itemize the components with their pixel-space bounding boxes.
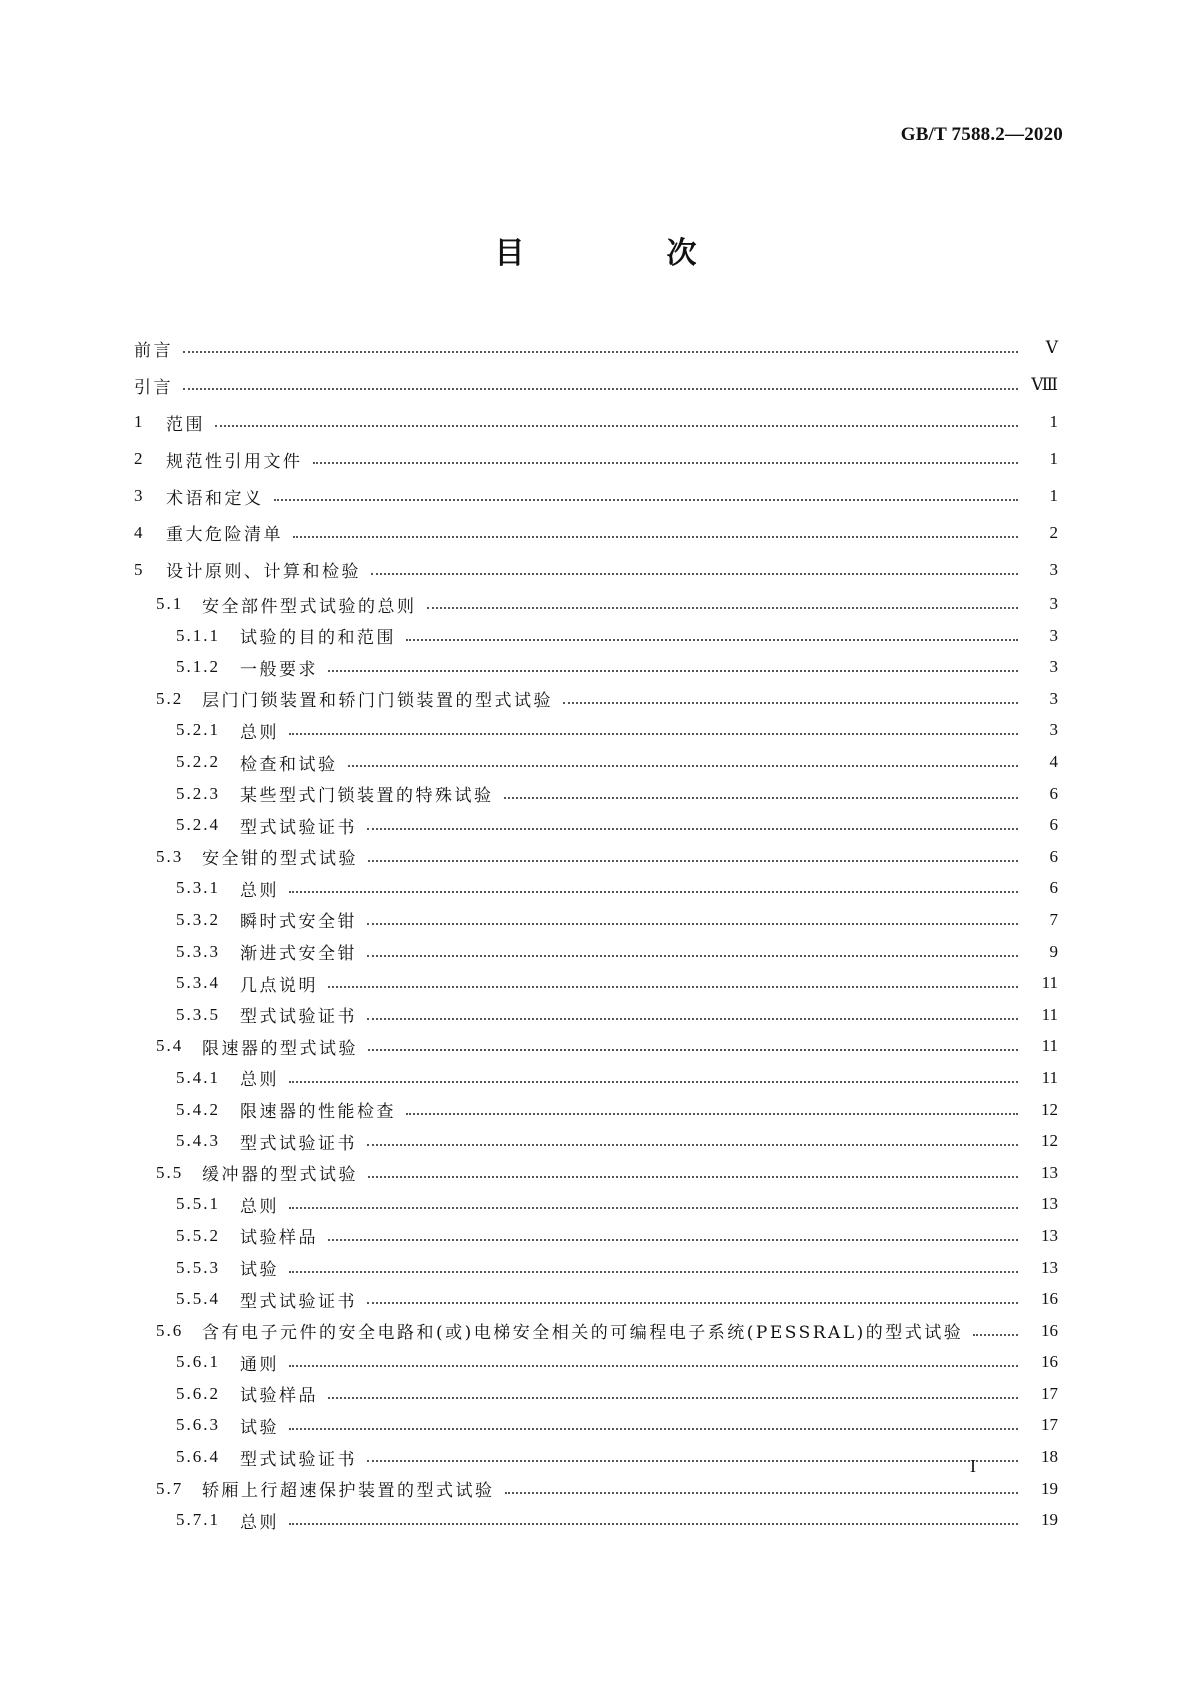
- toc-entry-number: 5.7: [156, 1478, 184, 1498]
- toc-entry-number: 5: [134, 559, 145, 579]
- toc-entry-number: 5.5.3: [176, 1257, 220, 1277]
- toc-entry-page: 11: [1041, 1004, 1058, 1024]
- toc-entry[interactable]: [134, 904, 1058, 936]
- toc-leader-dots: [973, 1332, 1018, 1336]
- toc-entry-title: 瞬时式安全钳: [240, 912, 357, 933]
- toc-entry-page: 3: [1049, 688, 1058, 708]
- toc-leader-dots: [328, 1237, 1018, 1241]
- toc-entry-page: 13: [1041, 1225, 1058, 1245]
- toc-entry[interactable]: [134, 1252, 1058, 1284]
- toc-entry-number: 5.3.5: [176, 1004, 220, 1024]
- toc-entry[interactable]: [134, 514, 1058, 551]
- toc-leader-dots: [367, 1300, 1018, 1304]
- toc-entry-title: 几点说明: [240, 975, 318, 996]
- toc-entry[interactable]: [134, 967, 1058, 999]
- toc-entry[interactable]: [134, 588, 1058, 620]
- toc-entry-number: 4: [134, 522, 145, 542]
- toc-entry[interactable]: [134, 367, 1058, 404]
- toc-leader-dots: [289, 1269, 1018, 1273]
- toc-leader-dots: [289, 1521, 1018, 1525]
- toc-entry-title: 总则: [240, 1512, 279, 1533]
- toc-entry[interactable]: [134, 1031, 1058, 1063]
- toc-entry-title: 安全钳的型式试验: [202, 849, 358, 870]
- toc-entry-page: 6: [1049, 783, 1058, 803]
- toc-entry-title: 规范性引用文件: [166, 451, 303, 472]
- toc-leader-dots: [183, 349, 1018, 353]
- document-code: GB/T 7588.2—2020: [900, 124, 1063, 145]
- toc-entry-title: 安全部件型式试验的总则: [202, 596, 417, 617]
- toc-entry-title: 含有电子元件的安全电路和(或)电梯安全相关的可编程电子系统(PESSRAL)的型式试验: [202, 1323, 964, 1344]
- toc-entry-number: 5.6.2: [176, 1383, 220, 1403]
- toc-entry-page: 3: [1049, 594, 1058, 614]
- toc-entry-page: 1: [1049, 412, 1058, 432]
- toc-entry-page: 16: [1041, 1352, 1058, 1372]
- toc-entry[interactable]: [134, 1157, 1058, 1189]
- toc-entry-page: 11: [1041, 1067, 1058, 1087]
- toc-leader-dots: [367, 1458, 1018, 1462]
- toc-entry-number: 5.6: [156, 1320, 184, 1340]
- toc-entry-title: 型式试验证书: [240, 817, 357, 838]
- toc-leader-dots: [289, 731, 1018, 735]
- toc-entry[interactable]: [134, 404, 1058, 441]
- toc-entry[interactable]: [134, 1094, 1058, 1126]
- toc-entry-title: 型式试验证书: [240, 1007, 357, 1028]
- toc-entry-title: 术语和定义: [166, 488, 264, 509]
- toc-entry-title: 通则: [240, 1354, 279, 1375]
- toc-entry[interactable]: [134, 999, 1058, 1031]
- toc-entry[interactable]: [134, 841, 1058, 873]
- toc-entry-page: 17: [1041, 1415, 1058, 1435]
- toc-leader-dots: [406, 1111, 1018, 1115]
- toc-entry[interactable]: [134, 746, 1058, 778]
- toc-entry[interactable]: [134, 1473, 1058, 1505]
- toc-leader-dots: [367, 1142, 1018, 1146]
- toc-entry-title: 总则: [240, 722, 279, 743]
- toc-entry-number: 5.2.1: [176, 720, 220, 740]
- toc-leader-dots: [348, 763, 1019, 767]
- toc-leader-dots: [289, 1363, 1018, 1367]
- toc-leader-dots: [427, 605, 1019, 609]
- toc-leader-dots: [368, 1047, 1018, 1051]
- toc-entry[interactable]: [134, 478, 1058, 515]
- toc-entry[interactable]: [134, 1125, 1058, 1157]
- toc-leader-dots: [289, 1079, 1018, 1083]
- toc-entry-number: 2: [134, 449, 145, 469]
- toc-entry[interactable]: [134, 1410, 1058, 1442]
- toc-entry-number: 5.5.2: [176, 1225, 220, 1245]
- toc-entry-number: 5.5.1: [176, 1194, 220, 1214]
- toc-entry-page: 3: [1049, 625, 1058, 645]
- toc-entry-page: Ⅴ: [1045, 338, 1058, 358]
- toc-entry-number: 5.5: [156, 1162, 184, 1182]
- toc-entry-number: 5.6.4: [176, 1447, 220, 1467]
- toc-entry-title: 型式试验证书: [240, 1291, 357, 1312]
- toc-leader-dots: [328, 984, 1018, 988]
- page-number: I: [970, 1456, 976, 1476]
- toc-entry-number: 5.6.1: [176, 1352, 220, 1372]
- toc-entry-page: 13: [1041, 1162, 1058, 1182]
- toc-leader-dots: [368, 1174, 1018, 1178]
- toc-entry-title: 限速器的性能检查: [240, 1102, 396, 1123]
- toc-entry-title: 设计原则、计算和检验: [166, 562, 361, 583]
- toc-entry[interactable]: [134, 1504, 1058, 1536]
- toc-entry[interactable]: [134, 683, 1058, 715]
- toc-entry-page: 18: [1041, 1447, 1058, 1467]
- toc-entry-number: 5.6.3: [176, 1415, 220, 1435]
- toc-leader-dots: [367, 826, 1018, 830]
- toc-entry-number: 5.3.2: [176, 909, 220, 929]
- toc-entry-title: 限速器的型式试验: [202, 1038, 358, 1059]
- toc-leader-dots: [274, 497, 1019, 501]
- toc-entry[interactable]: [134, 1315, 1058, 1347]
- toc-entry-page: 12: [1041, 1131, 1058, 1151]
- toc-entry[interactable]: [134, 1378, 1058, 1410]
- toc-entry-title: 轿厢上行超速保护装置的型式试验: [202, 1481, 495, 1502]
- toc-entry-number: 5.4.3: [176, 1131, 220, 1151]
- toc-leader-dots: [367, 921, 1018, 925]
- toc-entry-number: 5.3.1: [176, 878, 220, 898]
- toc-entry-page: 13: [1041, 1194, 1058, 1214]
- toc-leader-dots: [504, 795, 1019, 799]
- toc-entry-page: 1: [1049, 449, 1058, 469]
- toc-entry[interactable]: [134, 620, 1058, 652]
- toc-leader-dots: [289, 1205, 1018, 1209]
- toc-entry-number: 5.3.4: [176, 973, 220, 993]
- toc-entry[interactable]: [134, 936, 1058, 968]
- toc-leader-dots: [328, 668, 1018, 672]
- toc-entry-number: 5.1: [156, 594, 184, 614]
- toc-entry-title: 总则: [240, 1196, 279, 1217]
- toc-entry[interactable]: [134, 778, 1058, 810]
- toc-entry-page: 2: [1049, 522, 1058, 542]
- toc-entry-title: 试验样品: [240, 1386, 318, 1407]
- toc-entry-page: 7: [1049, 909, 1058, 929]
- toc-entry[interactable]: [134, 651, 1058, 683]
- toc-entry-title: 试验: [240, 1260, 279, 1280]
- toc-leader-dots: [505, 1490, 1019, 1494]
- toc-leader-dots: [289, 1426, 1018, 1430]
- toc-entry-title: 前言: [134, 340, 173, 361]
- toc-leader-dots: [406, 637, 1018, 641]
- toc-leader-dots: [293, 534, 1018, 538]
- toc-entry-page: 11: [1041, 973, 1058, 993]
- toc-entry-title: 层门门锁装置和轿门门锁装置的型式试验: [202, 691, 553, 712]
- toc-entry[interactable]: [134, 715, 1058, 747]
- toc-entry-number: 5.4.2: [176, 1099, 220, 1119]
- toc-leader-dots: [563, 700, 1018, 704]
- toc-entry-page: 6: [1049, 846, 1058, 866]
- toc-entry[interactable]: [134, 1346, 1058, 1378]
- toc-entry-page: 3: [1049, 720, 1058, 740]
- toc-leader-dots: [367, 1016, 1018, 1020]
- toc-entry-page: 6: [1049, 815, 1058, 835]
- toc-entry-title: 一般要求: [240, 659, 318, 680]
- toc-entry-page: 3: [1049, 559, 1058, 579]
- toc-entry-number: 5.1.2: [176, 657, 220, 677]
- toc-entry-page: 19: [1041, 1478, 1058, 1498]
- toc-leader-dots: [367, 953, 1018, 957]
- toc-leader-dots: [328, 1395, 1018, 1399]
- toc-entry[interactable]: [134, 1062, 1058, 1094]
- toc-entry-number: 5.2.2: [176, 752, 220, 771]
- toc-entry-number: 3: [134, 486, 145, 505]
- toc-leader-dots: [368, 858, 1018, 862]
- toc-entry-number: 5.3: [156, 846, 184, 866]
- toc-entry-number: 5.2.3: [176, 783, 220, 803]
- toc-entry-page: 13: [1041, 1257, 1058, 1277]
- toc-entry[interactable]: [134, 330, 1058, 367]
- toc-entry-page: 1: [1049, 486, 1058, 505]
- toc-entry-title: 缓冲器的型式试验: [202, 1165, 358, 1186]
- toc-entry[interactable]: [134, 809, 1058, 841]
- toc-entry-page: 11: [1041, 1036, 1058, 1056]
- toc-entry[interactable]: [134, 1441, 1058, 1473]
- page-title: 目 次: [494, 236, 753, 271]
- toc-entry-page: 4: [1049, 752, 1058, 771]
- toc-entry-title: 试验的目的和范围: [240, 628, 396, 649]
- toc-entry-page: Ⅷ: [1031, 375, 1058, 395]
- toc-entry-page: 9: [1049, 941, 1058, 961]
- toc-leader-dots: [371, 571, 1018, 575]
- toc-entry-page: 17: [1041, 1383, 1058, 1403]
- toc-entry-page: 16: [1041, 1320, 1058, 1340]
- toc-leader-dots: [289, 889, 1018, 893]
- toc-entry-title: 型式试验证书: [240, 1449, 357, 1470]
- toc-entry[interactable]: [134, 1220, 1058, 1252]
- toc-entry-title: 总则: [240, 1070, 279, 1091]
- toc-entry-page: 19: [1041, 1510, 1058, 1530]
- toc-entry-title: 渐进式安全钳: [240, 944, 357, 965]
- toc-entry-page: 16: [1041, 1289, 1058, 1309]
- toc-leader-dots: [183, 386, 1018, 390]
- toc-entry-number: 5.5.4: [176, 1289, 220, 1309]
- toc-entry[interactable]: [134, 1189, 1058, 1221]
- toc-entry-title: 型式试验证书: [240, 1133, 357, 1154]
- toc-entry-title: 总则: [240, 880, 279, 901]
- toc-entry-title: 检查和试验: [240, 754, 338, 775]
- toc-entry-number: 5.2: [156, 688, 184, 708]
- toc-entry-title: 重大危险清单: [166, 525, 283, 546]
- toc-entry-page: 12: [1041, 1099, 1058, 1119]
- toc-entry-title: 引言: [134, 377, 173, 398]
- toc-entry-title: 试验样品: [240, 1228, 318, 1249]
- toc-entry-number: 1: [134, 412, 145, 432]
- toc-entry-number: 5.4: [156, 1036, 184, 1056]
- table-of-contents: [134, 330, 1058, 1536]
- toc-leader-dots: [313, 460, 1019, 464]
- toc-entry-title: 某些型式门锁装置的特殊试验: [240, 786, 494, 807]
- toc-entry-number: 5.4.1: [176, 1067, 220, 1087]
- toc-entry[interactable]: [134, 1283, 1058, 1315]
- toc-entry-title: 范围: [166, 414, 205, 435]
- toc-entry[interactable]: [134, 551, 1058, 588]
- toc-entry-page: 6: [1049, 878, 1058, 898]
- toc-entry-number: 5.3.3: [176, 941, 220, 961]
- toc-entry-title: 试验: [240, 1417, 279, 1438]
- toc-entry-page: 3: [1049, 657, 1058, 677]
- toc-entry-number: 5.2.4: [176, 815, 220, 835]
- toc-entry-number: 5.1.1: [176, 625, 220, 645]
- toc-entry[interactable]: [134, 873, 1058, 905]
- toc-leader-dots: [215, 423, 1018, 427]
- toc-entry[interactable]: [134, 441, 1058, 478]
- toc-entry-number: 5.7.1: [176, 1510, 220, 1530]
